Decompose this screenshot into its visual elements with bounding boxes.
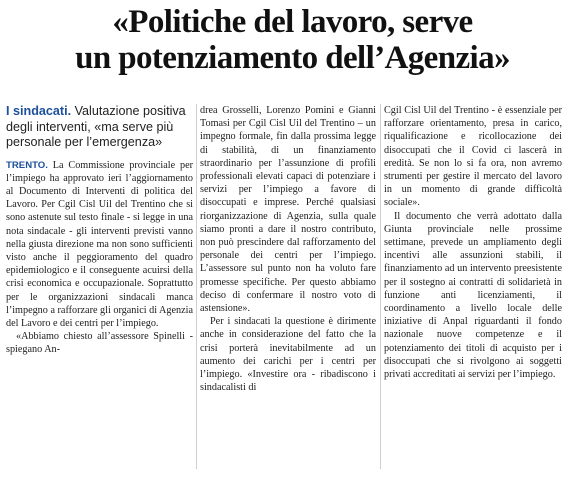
summary-lead: I sindacati. (6, 104, 72, 118)
dateline: TRENTO. (6, 159, 48, 171)
paragraph: «Abbiamo chiesto all’assessore Spinelli - spiegano An- (6, 331, 193, 356)
article-column-1 (6, 104, 193, 357)
summary (6, 104, 193, 151)
paragraph: drea Grosselli, Lorenzo Pomini e Gianni Tomasi per Cgil Cisl Uil del Trentino – un impegno formale, fin dalla prossima legge di stabilità, di un finanziamento straordinario per l’assunzione di profili professionali elevati capaci di potenziare i servizi per l’impiego a favore di disoccupati e imprese. Perché qualsiasi riorganizzazione di Agenzia, sulla quale siamo pronti a dare il nostro contributo, non può prescindere dal rafforzamento del personale dei centri per l’impiego. L’assessore sul punto non ha voluto fare promesse specifiche. Per questo abbiamo deciso di confermare il nostro voto di astensione». (200, 105, 376, 315)
column-divider (196, 104, 197, 469)
paragraph: Cgil Cisl Uil del Trentino - è essenziale per rafforzare orientamento, presa in carico, riqualificazione e ricollocazione dei disoccupati che il Covid ci lascerà in eredità. Se non lo si fa ora, non avremo strumenti per gestire il mercato del lavoro in un momento di grande difficoltà sociale». (384, 105, 562, 209)
headline (10, 4, 575, 76)
article-column-2 (200, 104, 376, 394)
column-divider (380, 104, 381, 469)
article-column-3 (384, 104, 562, 381)
headline-line-1: «Politiche del lavoro, serve (112, 4, 473, 40)
paragraph: Per i sindacati la questione è dirimente anche in considerazione del fatto che la crisi porterà inevitabilmente ad un aumento dei carichi per i centri per l’impiego. «Investire ora - ribadiscono i sindacalisti di (200, 316, 376, 394)
paragraph (6, 159, 193, 331)
paragraph: Il documento che verrà adottato dalla Giunta provinciale nelle prossime settimane, prevede un ampliamento degli incentivi alle assunzioni stabili, il finanziamento ad un intervento preesistente per il sostegno ai contratti di solidarietà in funzione anti licenziamenti, il coordinamento a livello locale delle iniziative di Anpal riguardanti il fondo nazionale nuove competenze e il potenziamento dei titoli di acquisto per i disoccupati che si rivolgono ai soggetti privati accreditati ai servizi per l’impiego. (384, 210, 562, 381)
paragraph-text: La Commissione provinciale per l’impiego ha approvato ieri l’aggiornamento al Documento di Interventi di politica del Lavoro. Per Cgil Cisl Uil del Trentino che si sono astenute sul testo finale - si legge in una nota sindacale - gli interventi previsti vanno nella giusta direzione ma non sono sufficienti visto anche il peggioramento del quadro epidemiologico e il conseguente acuirsi della crisi economica e occupazionale. Soprattutto per le organizzazioni sindacali manca l’impegno a rafforzare gli organici di Agenzia del Lavoro e dei centri per l’impiego. (6, 159, 193, 329)
headline-line-2: un potenziamento dell’Agenzia» (75, 40, 510, 76)
summary-text: Valutazione positiva degli interventi, «ma serve più personale per l’emergenza» (6, 104, 186, 149)
